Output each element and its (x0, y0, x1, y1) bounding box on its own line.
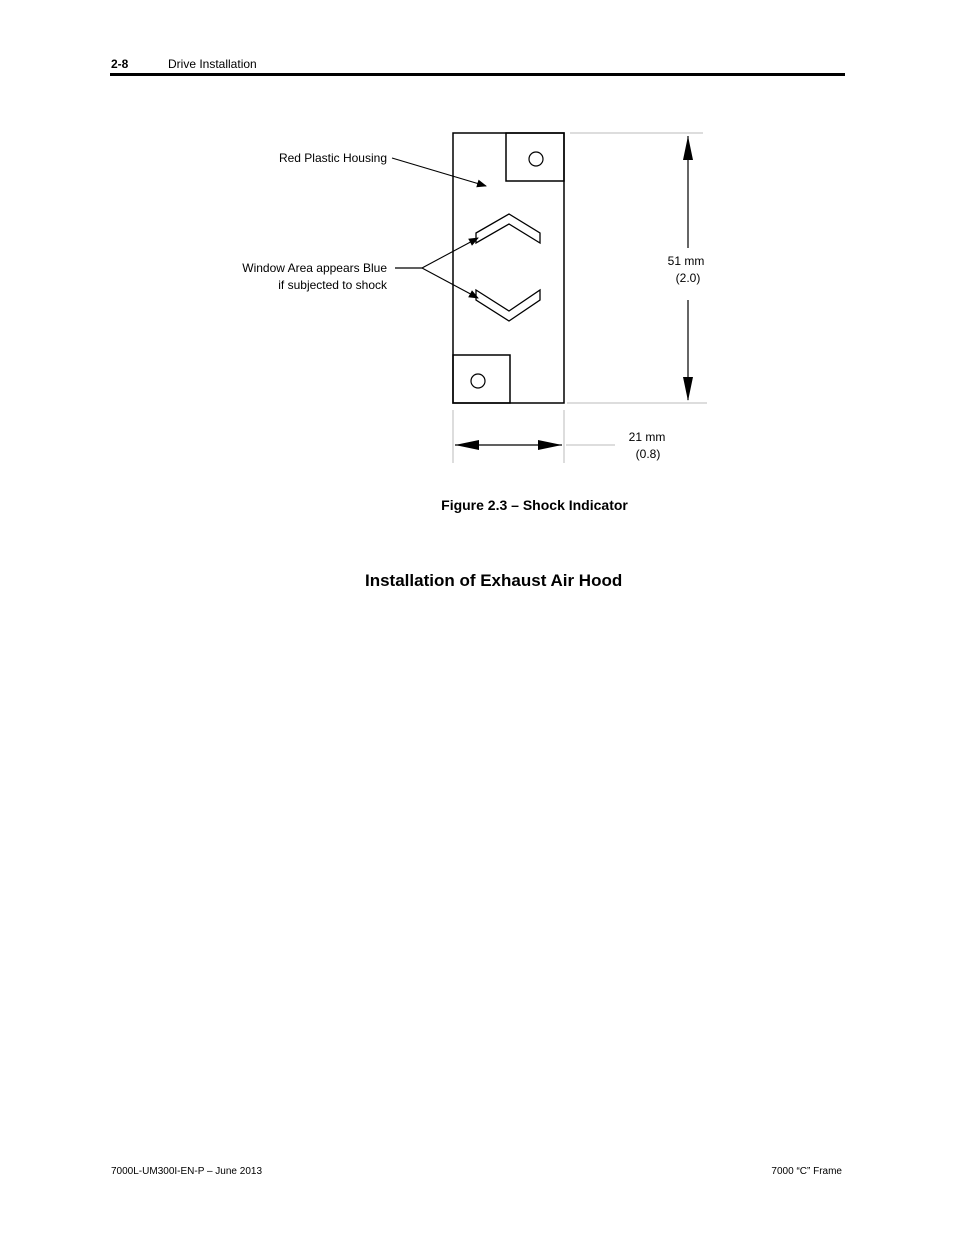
height-arrow-bottom (683, 377, 693, 401)
window-chevron-upper (476, 214, 540, 243)
width-dimension-mm: 21 mm (628, 430, 666, 444)
figure-caption: Figure 2.3 – Shock Indicator (441, 497, 628, 513)
window-callout-leader-lower (422, 268, 478, 298)
width-arrow-right (538, 440, 562, 450)
height-dimension-in: (2.0) (675, 271, 701, 285)
width-dimension-in: (0.8) (635, 447, 661, 461)
height-dimension-mm: 51 mm (667, 254, 705, 268)
bottom-mount-hole (471, 374, 485, 388)
top-mount-hole (529, 152, 543, 166)
housing-callout-label: Red Plastic Housing (278, 151, 387, 165)
width-arrow-left (455, 440, 479, 450)
page-number: 2-8 (111, 57, 129, 71)
window-callout-leader-upper (422, 238, 478, 268)
shock-indicator-figure (0, 0, 954, 480)
height-arrow-top (683, 136, 693, 160)
window-chevron-lower (476, 290, 540, 321)
window-callout-line2: if subjected to shock (278, 278, 387, 292)
section-title: Installation of Exhaust Air Hood (365, 571, 623, 590)
housing-callout-leader (392, 158, 486, 186)
top-mount-tab (506, 133, 564, 181)
indicator-housing (453, 133, 564, 403)
footer-product: 7000 “C” Frame (771, 1166, 842, 1177)
footer-doc-id: 7000L-UM300I-EN-P – June 2013 (111, 1166, 263, 1177)
window-callout-line1: Window Area appears Blue (242, 261, 387, 275)
section-header: Drive Installation (168, 57, 257, 71)
bottom-mount-tab (453, 355, 510, 403)
